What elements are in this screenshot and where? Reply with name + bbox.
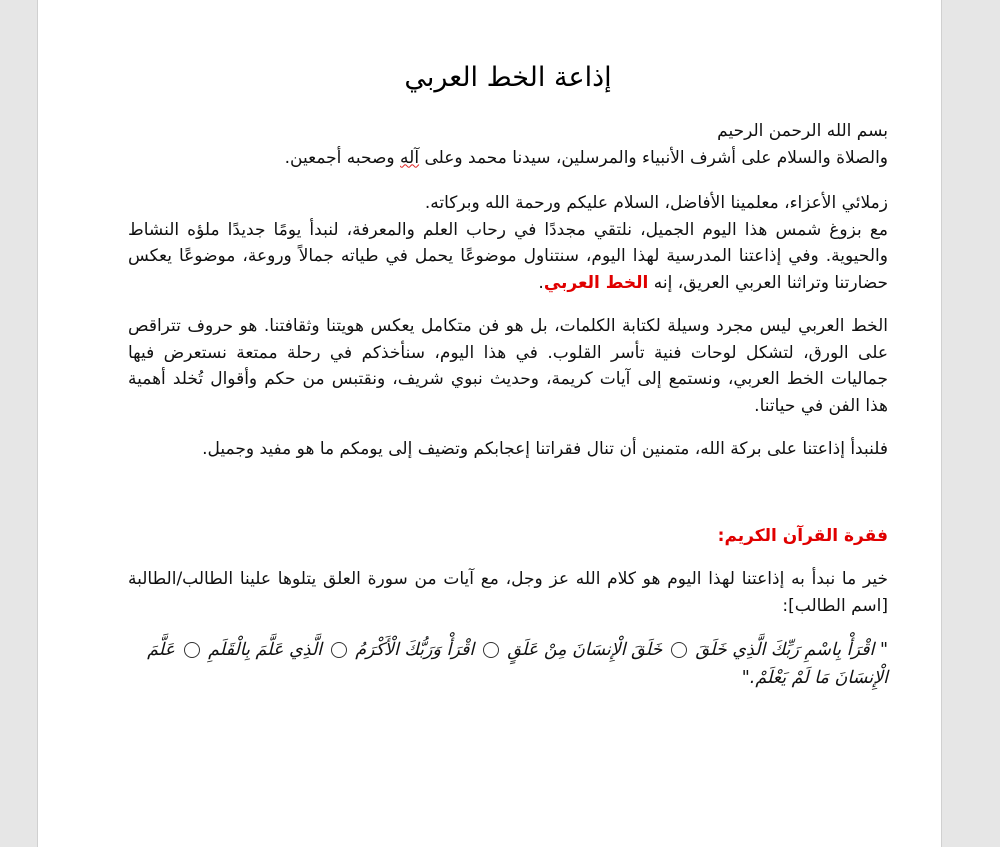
ayah-marker-icon: [184, 642, 200, 658]
spelling-flagged-word[interactable]: آله: [400, 147, 420, 168]
verse-1: " اقْرَأْ بِاسْمِ رَبِّكَ الَّذِي خَلَقَ: [695, 640, 888, 660]
ayah-marker-icon: [483, 642, 499, 658]
verse-5: عَلَّمَ الْإِنسَانَ مَا لَمْ يَعْلَمْ.": [147, 640, 888, 688]
document-page: [37, 0, 942, 847]
ayah-marker-icon: [331, 642, 347, 658]
quran-intro: خير ما نبدأ به إذاعتنا لهذا اليوم هو كلام الله عز وجل، مع آيات من سورة العلق يتلوها علينا الطالب/الطالبة [اسم الطالب]:: [128, 569, 888, 616]
paragraph-2: الخط العربي ليس مجرد وسيلة لكتابة الكلمات، بل هو فن متكامل يعكس هويتنا وثقافتنا. هو حروف تتراقص على الورق، لتشكل لوحات فنية تأسر القلوب. في هذا اليوم، سنأخذكم في رحلة ممتعة نستعرض فيها جماليات الخط العربي، ونستمع إلى آيات كريمة، وحديث نبوي شريف، ونقتبس من حكم وأقوال تُخلد أهمية هذا الفن في حياتنا.: [128, 316, 888, 416]
document-body[interactable]: [128, 0, 888, 692]
paragraph-3: فلنبدأ إذاعتنا على بركة الله، متمنين أن تنال فقراتنا إعجابكم وتضيف إلى يومكم ما هو مفيد وجميل.: [202, 439, 888, 459]
salat-text-start: والصلاة والسلام على أشرف الأنبياء والمرسلين، سيدنا محمد وعلى: [419, 147, 888, 168]
basmala: بسم الله الرحمن الرحيم: [717, 121, 888, 141]
verse-2: خَلَقَ الْإِنسَانَ مِنْ عَلَقٍ: [507, 640, 663, 660]
opening: [128, 118, 888, 171]
intro-paragraph: [128, 217, 888, 297]
salat-text-end: وصحبه أجمعين.: [284, 147, 401, 168]
quran-section-heading: فقرة القرآن الكريم:: [717, 525, 888, 546]
document-title: إذاعة الخط العربي: [404, 62, 612, 93]
intro-text: مع بزوغ شمس هذا اليوم الجميل، نلتقي مجددًا في رحاب العلم والمعرفة، لنبدأ يومًا جديدًا ملؤه النشاط والحيوية. وفي إذاعتنا المدرسية لهذا اليوم، سنتناول موضوعًا يحمل في طياته جمالاً وروعة، موضوعًا يعكس حضارتنا وتراثنا العربي العريق، إنه: [128, 219, 888, 293]
verse-4: الَّذِي عَلَّمَ بِالْقَلَمِ: [208, 640, 323, 660]
quran-verses: [128, 636, 888, 692]
ayah-marker-icon: [671, 642, 687, 658]
verse-3: اقْرَأْ وَرَبُّكَ الْأَكْرَمُ: [355, 640, 475, 660]
intro-end: .: [538, 272, 544, 293]
greeting: زملائي الأعزاء، معلمينا الأفاضل، السلام عليكم ورحمة الله وبركاته.: [424, 193, 888, 213]
topic-highlight: الخط العربي: [543, 272, 649, 293]
